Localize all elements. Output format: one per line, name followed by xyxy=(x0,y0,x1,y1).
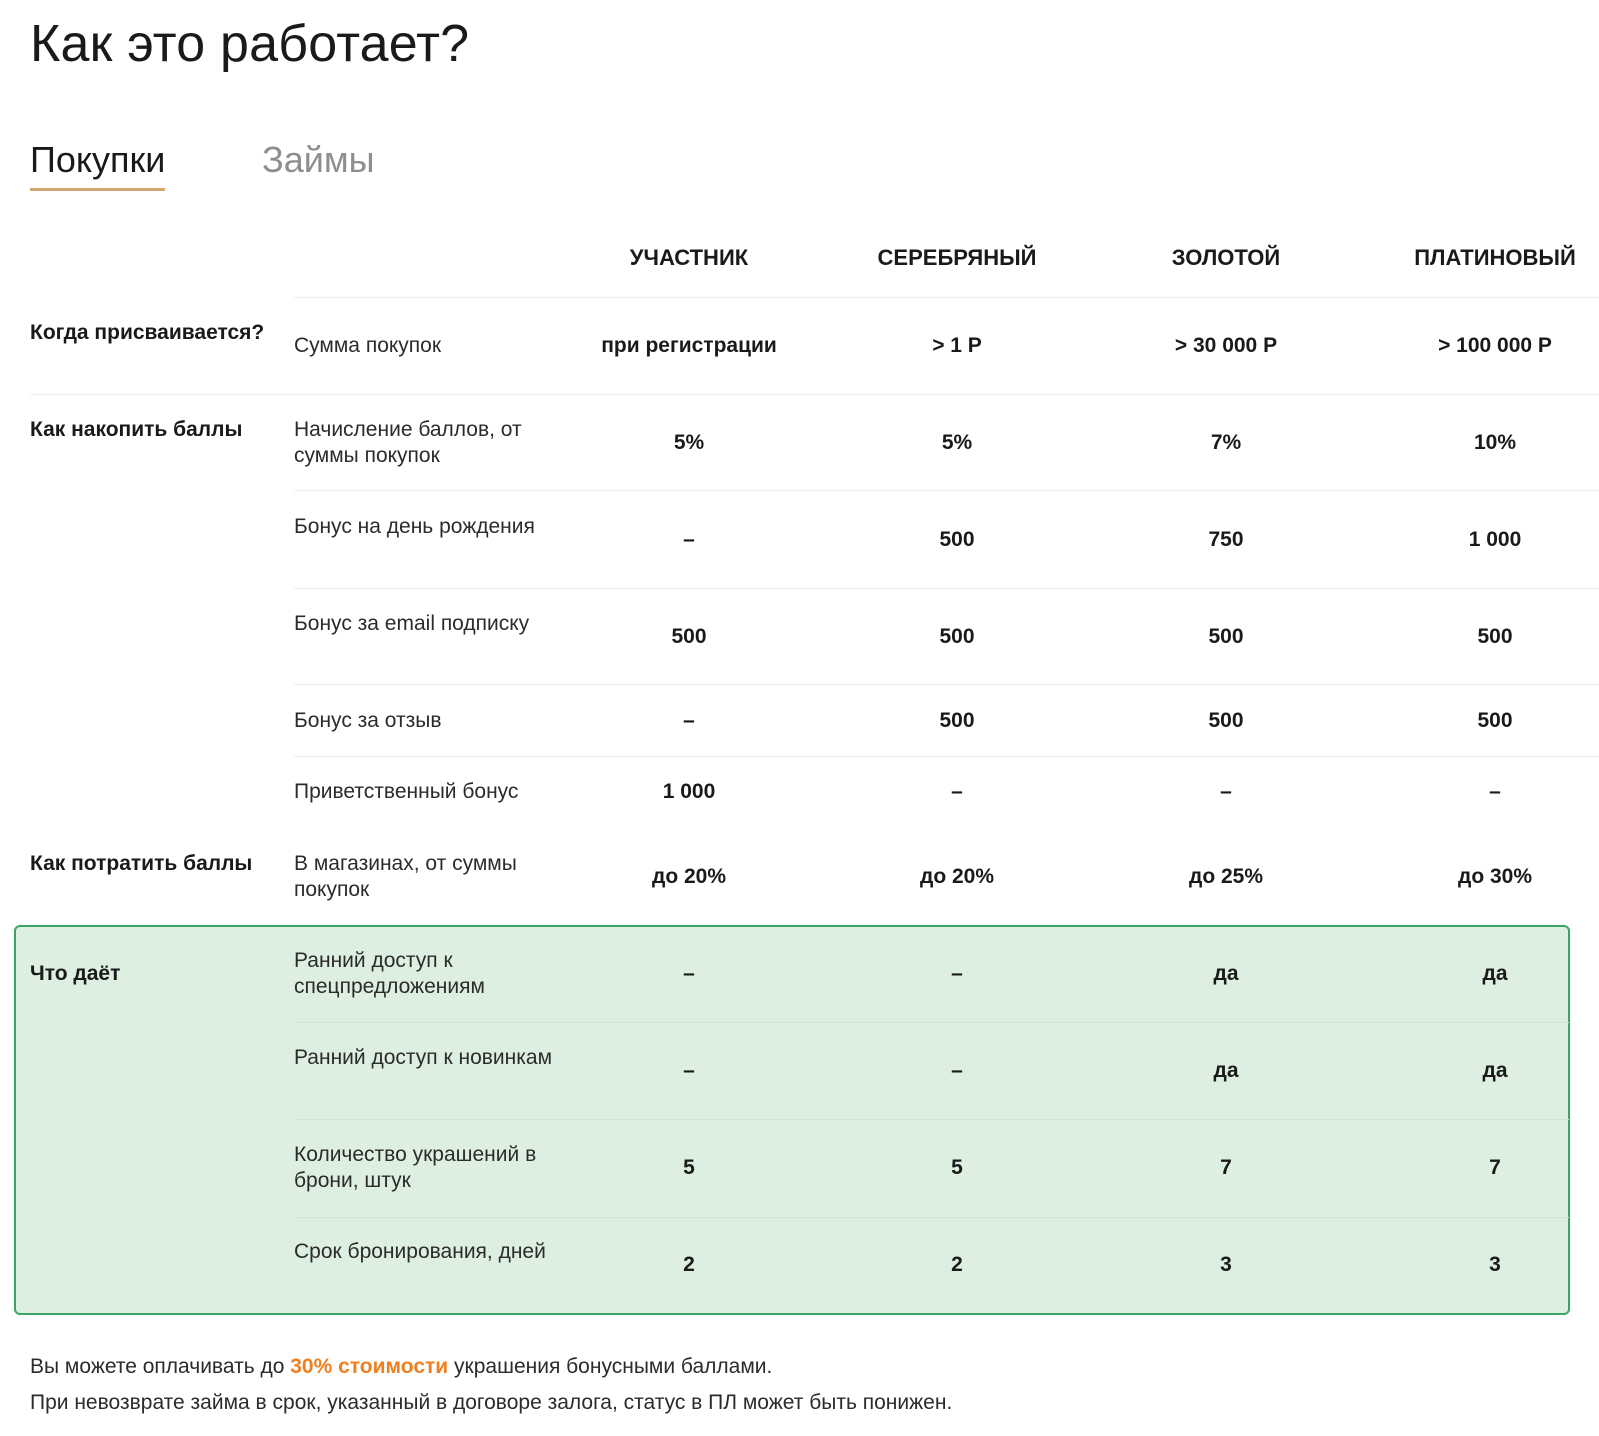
table-cell: 3 xyxy=(1220,1253,1232,1276)
table-cell: – xyxy=(683,1059,695,1082)
table-cell: 5 xyxy=(951,1156,963,1179)
table-cell: до 30% xyxy=(1457,865,1533,888)
table-cell: 1 000 xyxy=(662,780,716,803)
divider xyxy=(294,684,1599,685)
table-cell: да xyxy=(1482,1059,1508,1082)
table-cell: > 1 Р xyxy=(932,334,982,357)
page-title: Как это работает? xyxy=(30,15,470,73)
tab-loans[interactable]: Займы xyxy=(262,139,375,180)
table-cell: – xyxy=(683,962,695,985)
row-label-birthday-bonus: Бонус на день рождения xyxy=(294,515,535,538)
row-label-early-new-items: Ранний доступ к новинкам xyxy=(294,1046,553,1069)
table-cell: – xyxy=(683,709,695,732)
table-cell: – xyxy=(1489,780,1501,803)
table-cell: 500 xyxy=(939,709,975,732)
row-label-welcome-bonus: Приветственный бонус xyxy=(294,780,519,803)
row-label-review-bonus: Бонус за отзыв xyxy=(294,709,442,732)
table-cell: да xyxy=(1213,1059,1239,1082)
table-cell: 500 xyxy=(939,528,975,551)
table-cell: 750 xyxy=(1208,528,1244,551)
table-cell: 500 xyxy=(1477,625,1513,648)
row-label-purchase-amount: Сумма покупок xyxy=(294,334,442,357)
table-cell: – xyxy=(951,962,963,985)
table-cell: 10% xyxy=(1473,431,1517,454)
table-cell: 500 xyxy=(1208,625,1244,648)
table-cell: 7 xyxy=(1489,1156,1501,1179)
row-label-email-bonus: Бонус за email подписку xyxy=(294,612,530,635)
group-label-how-to-spend: Как потратить баллы xyxy=(30,852,253,875)
row-label-early-offers: Ранний доступ к спецпредложениям xyxy=(294,949,485,998)
footer-note-text: украшения бонусными баллами. xyxy=(448,1355,773,1378)
table-cell: 7% xyxy=(1210,431,1242,454)
table-cell: до 20% xyxy=(919,865,995,888)
table-cell: 500 xyxy=(1208,709,1244,732)
table-cell: 2 xyxy=(951,1253,963,1276)
tab-purchases[interactable]: Покупки xyxy=(30,138,165,191)
footer-note-text: Вы можете оплачивать до xyxy=(30,1355,291,1378)
table-cell: 7 xyxy=(1220,1156,1232,1179)
column-header-member: УЧАСТНИК xyxy=(629,245,749,270)
divider xyxy=(294,1022,1569,1023)
table-cell: до 20% xyxy=(651,865,727,888)
table-cell: до 25% xyxy=(1188,865,1264,888)
table-cell: – xyxy=(951,780,963,803)
divider xyxy=(294,490,1599,491)
table-cell: 5% xyxy=(941,431,973,454)
table-cell: при регистрации xyxy=(601,334,777,357)
table-cell: 2 xyxy=(683,1253,695,1276)
table-cell: 500 xyxy=(671,625,707,648)
divider xyxy=(294,297,1599,298)
table-cell: > 100 000 Р xyxy=(1438,334,1552,357)
divider xyxy=(294,1217,1569,1218)
table-cell: > 30 000 Р xyxy=(1174,334,1278,357)
footer-note-highlight: 30% стоимости xyxy=(290,1355,449,1378)
table-cell: 5% xyxy=(673,431,705,454)
row-label-reserved-items-count: Количество украшений в брони, штук xyxy=(294,1143,537,1192)
row-label-reservation-period: Срок бронирования, дней xyxy=(294,1240,546,1263)
divider xyxy=(294,756,1599,757)
table-cell: да xyxy=(1213,962,1239,985)
table-cell: 5 xyxy=(683,1156,695,1179)
table-cell: – xyxy=(951,1059,963,1082)
table-cell: 500 xyxy=(939,625,975,648)
group-label-when-assigned: Когда присваивается? xyxy=(30,321,265,344)
divider xyxy=(30,394,1599,395)
footer-note-loan-status: При невозврате займа в срок, указанный в договоре залога, статус в ПЛ может быть понижен. xyxy=(30,1391,953,1414)
column-header-platinum: ПЛАТИНОВЫЙ xyxy=(1414,245,1576,270)
divider xyxy=(294,588,1599,589)
footer-note-payment xyxy=(30,1354,772,1380)
divider xyxy=(294,1119,1569,1120)
group-label-how-to-earn: Как накопить баллы xyxy=(30,418,243,441)
group-label-benefits: Что даёт xyxy=(30,962,121,985)
row-label-in-stores: В магазинах, от суммы покупок xyxy=(294,852,517,901)
column-header-silver: СЕРЕБРЯНЫЙ xyxy=(877,245,1037,270)
table-cell: 500 xyxy=(1477,709,1513,732)
table-cell: да xyxy=(1482,962,1508,985)
column-header-gold: ЗОЛОТОЙ xyxy=(1171,245,1281,270)
table-cell: 3 xyxy=(1489,1253,1501,1276)
table-cell: 1 000 xyxy=(1468,528,1522,551)
row-label-points-accrual: Начисление баллов, от суммы покупок xyxy=(294,418,522,467)
table-cell: – xyxy=(683,528,695,551)
table-cell: – xyxy=(1220,780,1232,803)
